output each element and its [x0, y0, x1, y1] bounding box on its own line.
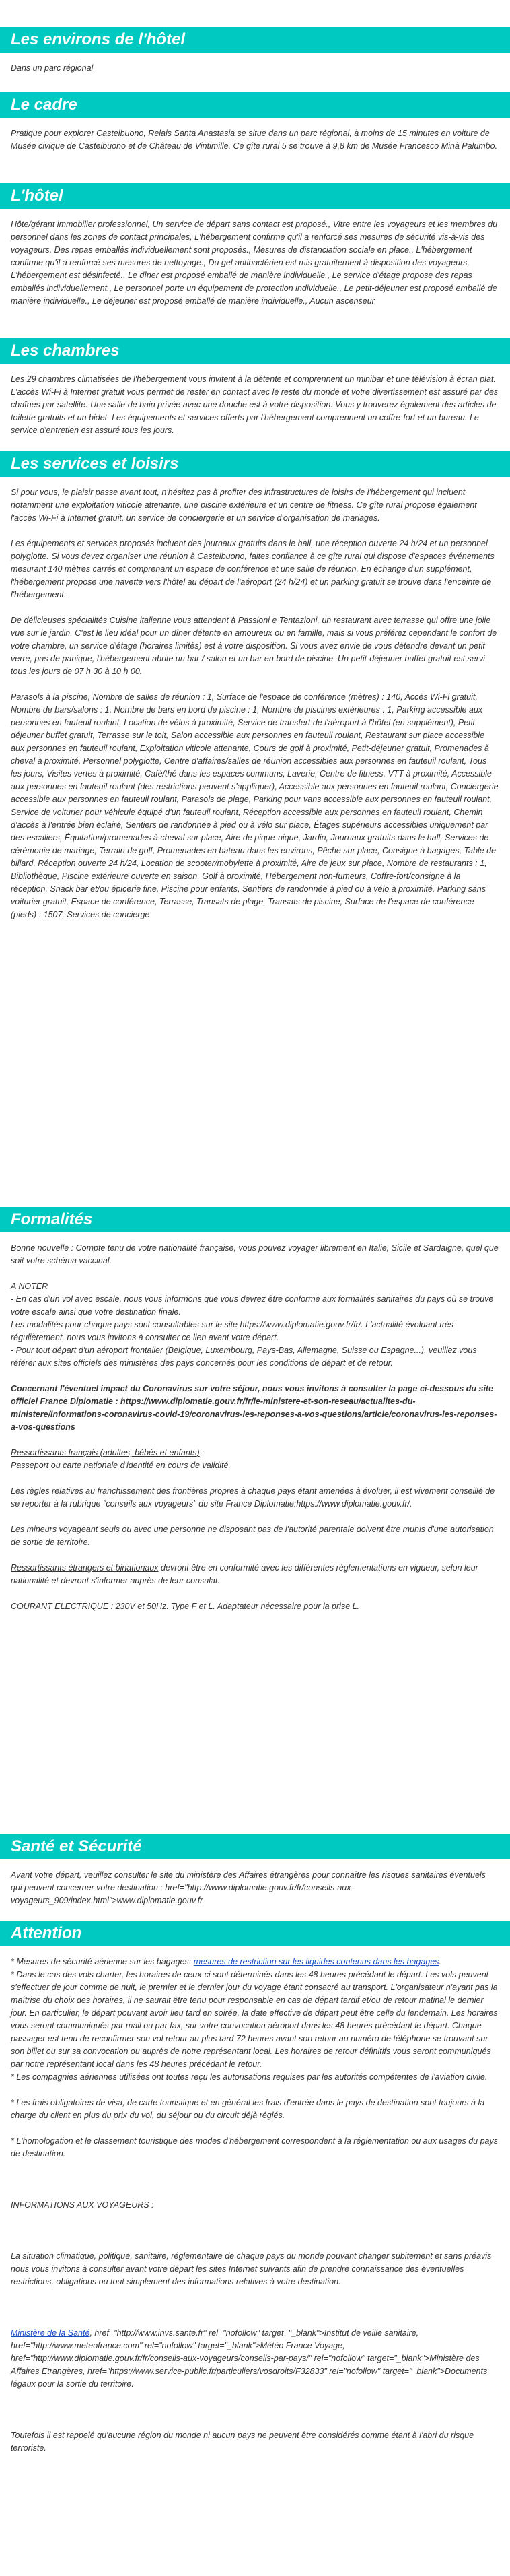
paragraph: Dans un parc régional: [11, 63, 94, 73]
paragraph-text: devront être en conformité avec les différentes réglementations en vigueur, selon leur nationalité et devront s'informer auprès de leur consulat.: [11, 1563, 478, 1585]
paragraph: Les mineurs voyageant seuls ou avec une personne ne disposant pas de l'autorité parentale doivent être munis d'une autorisation de sortie de territoire.: [11, 1525, 494, 1547]
paragraph: Hôte/gérant immobilier professionnel, Un service de départ sans contact est proposé., Vitre entre les voyageurs et les membres du personnel dans les zones de contact principales, L'hébergement confirme qu'il a renforcé ses mesures de sécurité vis-à-vis des voyageurs, Des repas emballés individuellement sont proposés., Mesures de distanciation sociale en place., L'hébergement confirme qu'il a renforcé ses mesures de nettoyage., Du gel antibactérien est mis gratuitement à disposition des voyageurs, L'hébergement est désinfecté., Le dîner est proposé emballé de manière individuelle., Le service d'étage propose des repas emballés individuellement., Le personnel porte un équipement de protection individuelle., Le petit-déjeuner est proposé emballé de manière individuelle., Le déjeuner est proposé emballé de manière individuelle., Aucun ascenseur: [11, 220, 498, 306]
paragraph: [11, 1956, 499, 2084]
paragraph: [11, 1562, 499, 1587]
section-title: Les services et loisirs: [0, 451, 510, 477]
paragraph: * Les frais obligatoires de visa, de carte touristique et en général les frais d'entrée dans le pays de destination sont toujours à la charge du client en plus du prix du vol, du séjour ou du circuit déjà réglés.: [11, 2098, 485, 2120]
section-title: Formalités: [0, 1207, 510, 1232]
paragraph: [11, 2327, 499, 2391]
paragraph: INFORMATIONS AUX VOYAGEURS :: [11, 2200, 154, 2210]
paragraph: Les équipements et services proposés incluent des journaux gratuits dans le hall, une réception ouverte 24 h/24 et un personnel polyglotte. Si vous devez organiser une réunion à Castelbuono, faites confiance à ce gîte rural qui dispose d'espaces événements mesurant 140 mètres carrés et comprenant un espace de conférence et une salle de réunion. En échange d'un supplément, l'hébergement propose une navette vers l'hôtel au départ de l'aéroport (24 h/24) et un parking gratuit se trouve dans l'enceinte de l'hébergement.: [11, 539, 495, 599]
section-title: Attention: [0, 1921, 510, 1946]
paragraph-text: * Mesures de sécurité aérienne sur les bagages:: [11, 1957, 194, 1967]
ressortissants-francais-link[interactable]: Ressortissants français (adultes, bébés et enfants): [11, 1448, 200, 1457]
section-chambres: [0, 338, 510, 437]
section-title: Les environs de l'hôtel: [0, 27, 510, 53]
ministere-sante-link[interactable]: Ministère de la Santé: [11, 2328, 90, 2338]
section-attention: [0, 1921, 510, 2455]
section-hotel: [0, 183, 510, 308]
paragraph: Toutefois il est rappelé qu'aucune région du monde ni aucun pays ne peuvent être considérés comme étant à l'abri du risque terroriste.: [11, 2431, 474, 2453]
paragraph: Bonne nouvelle : Compte tenu de votre nationalité française, vous pouvez voyager librement en Italie, Sicile et Sardaigne, quel que soit votre schéma vaccinal.: [11, 1243, 499, 1265]
paragraph: Parasols à la piscine, Nombre de salles de réunion : 1, Surface de l'espace de conférence (mètres) : 140, Accès Wi-Fi gratuit, Nombre de bars/salons : 1, Nombre de bars en bord de piscine : 1, Nombre de piscines extérieures : 1, Parking accessible aux personnes en fauteuil roulant, Location de vélos à proximité, Service de transfert de l'aéroport à l'hôtel (en supplément), Petit-déjeuner buffet gratuit, Terrasse sur le toit, Salon accessible aux personnes en fauteuil roulant, Restaurant sur place accessible aux personnes en fauteuil roulant, Exploitation viticole attenante, Cours de golf à proximité, Petit-déjeuner gratuit, Promenades à cheval à proximité, Personnel polyglotte, Centre d'affaires/salles de réunion accessibles aux personnes en fauteuil roulant, Tous les jours, Visites vertes à proximité, Café/thé dans les espaces communs, Laverie, Centre de fitness, VTT à proximité, Accessible aux personnes en fauteuil roulant (des restrictions peuvent s'appliquer), Accessible aux personnes en fauteuil roulant, Conciergerie accessible aux personnes en fauteuil roulant, Parasols de plage, Parking pour vans accessible aux personnes en fauteuil roulant, Service de voiturier pour véhicule équipé d'un fauteuil roulant, Réception accessible aux personnes en fauteuil roulant, Chemin d'accès à l'entrée bien éclairé, Sentiers de randonnée à pied ou à vélo sur place, Étages supérieurs accessibles uniquement par des escaliers, Équitation/promenades à cheval sur place, Aire de pique-nique, Jardin, Journaux gratuits dans le hall, Services de cérémonie de mariage, Terrain de golf, Promenades en bateau dans les environs, Pêche sur place, Consigne à bagages, Table de billard, Réception ouverte 24 h/24, Location de scooter/mobylette à proximité, Aire de jeux sur place, Nombre de restaurants : 1, Bibliothèque, Piscine extérieure ouverte en saison, Golf à proximité, Hébergement non-fumeurs, Coffre-fort/consigne à la réception, Snack bar et/ou épicerie fine, Piscine pour enfants, Sentiers de randonnée à pied ou à vélo à proximité, Parking sans voiturier gratuit, Espace de conférence, Terrasse, Transats de plage, Transats de piscine, Surface de l'espace de conférence (pieds) : 1507, Services de concierge: [11, 692, 499, 919]
section-formalites: [0, 1207, 510, 1613]
ressortissants-etrangers-link[interactable]: Ressortissants étrangers et binationaux: [11, 1563, 159, 1573]
paragraph: Les 29 chambres climatisées de l'hébergement vous invitent à la détente et comprennent un minibar et une télévision à écran plat. L'accès Wi-Fi à Internet gratuit vous permet de rester en contact avec le reste du monde et votre divertissement est assuré par des chaînes par satellite. Une salle de bain privée avec une douche est à votre disposition. Vous y trouverez également des articles de toilette gratuits et un bidet. Les équipements et services offerts par l'hébergement comprennent un coffre-fort et un bureau. Le service d'entretien est assuré tous les jours.: [11, 374, 499, 435]
note-heading: A NOTER: [11, 1282, 48, 1291]
section-title: Le cadre: [0, 92, 510, 118]
paragraph-text: . * Dans le cas des vols charter, les horaires de ceux-ci sont déterminés dans les 48 heures précédant le départ. Les vols peuvent s'effectuer de jour comme de nuit, le premier et le dernier jour du voyage étant consacré au transport. L'organisateur n'ayant pas la maîtrise du choix des horaires, il ne saurait être tenu pour responsable en cas de départ tardif et/ou de retour matinal le dernier jour. En particulier, le départ pouvant avoir lieu tard en soirée, la date effective de départ peut être celle du lendemain. Les horaires vous seront communiqués par mail ou par fax, sur votre convocation aéroport dans les 48 heures précédant le départ. Chaque passager est tenu de reconfirmer son vol retour au plus tard 72 heures avant son retour au numéro de téléphone se trouvant sur son billet ou sur sa convocation ou auprès de notre représentant local. Les horaires de retour définitifs vous seront communiqués par notre représentant local dans les 48 heures précédant le retour. * Les compagnies aériennes utilisées ont toutes reçu les autorisations requises par les autorités compétentes de l'aviation civile.: [11, 1957, 498, 2082]
section-services: [0, 451, 510, 921]
section-title: L'hôtel: [0, 183, 510, 209]
section-sante: [0, 1834, 510, 1907]
paragraph: COURANT ELECTRIQUE : 230V et 50Hz. Type F et L. Adaptateur nécessaire pour la prise L.: [11, 1601, 360, 1611]
paragraph: De délicieuses spécialités Cuisine italienne vous attendent à Passioni e Tentazioni, un restaurant avec terrasse qui offre une jolie vue sur le jardin. C'est le lieu idéal pour un dîner détente en amoureux ou en famille, mais si vous préférez cependant le confort de votre chambre, un service d'étage (horaires limités) est à votre disposition. Si vous avez envie de vous détendre devant un petit verre, pas de panique, l'hébergement abrite un bar / salon et un bar en bord de piscine. Un petit-déjeuner buffet gratuit est servi tous les jours de 07 h 30 à 10 h 00.: [11, 616, 497, 676]
paragraph: Les règles relatives au franchissement des frontières propres à chaque pays étant amenées à évoluer, il est vivement conseillé de se reporter à la rubrique "conseils aux voyageurs" du site France Diplomatie:https://www.diplomatie.gouv.fr/.: [11, 1486, 495, 1509]
paragraph: La situation climatique, politique, sanitaire, réglementaire de chaque pays du monde pouvant changer subitement et sans préavis nous vous invitons à consulter avant votre départ les sites Internet suivants afin de prendre connaissance des éventuelles restrictions, obligations ou tout simplement des informations relatives à votre destination.: [11, 2251, 492, 2286]
paragraph: - En cas d'un vol avec escale, nous vous informons que vous devrez être conforme aux formalités sanitaires du pays où se trouve votre escale ainsi que votre destination finale. Les modalités pour chaque pays sont consultables sur le site https://www.diplomatie.gouv.fr/fr/. L'actualité évoluant très régulièrement, nous vous invitons à consulter ce lien avant votre départ. - Pour tout départ d'un aéroport frontalier (Belgique, Luxembourg, Pays-Bas, Allemagne, Suisse ou Espagne...), veuillez vous référer aux sites officiels des ministères des pays concernés pour les conditions de départ et de retour.: [11, 1294, 494, 1368]
paragraph: Pratique pour explorer Castelbuono, Relais Santa Anastasia se situe dans un parc régional, à moins de 15 minutes en voiture de Musée civique de Castelbuono et de Château de Vintimille. Ce gîte rural 5 se trouve à 9,8 km de Musée Francesco Minà Palumbo.: [11, 129, 498, 151]
section-title: Santé et Sécurité: [0, 1834, 510, 1859]
paragraph: Si pour vous, le plaisir passe avant tout, n'hésitez pas à profiter des infrastructures de loisirs de l'hébergement qui incluent notamment une exploitation viticole attenante, une piscine extérieure et un centre de fitness. Ce gîte rural propose également l'accès Wi-Fi à Internet gratuit, un service de conciergerie et un service d'organisation de mariages.: [11, 488, 477, 523]
paragraph: Avant votre départ, veuillez consulter le site du ministère des Affaires étrangères pour connaître les risques sanitaires éventuels qui peuvent concerner votre destination : href="http://www.diplomatie.gouv.fr/fr/conseils-aux-voyageurs_909/index.html">www.diplomatie.gouv.fr: [11, 1870, 486, 1905]
label-colon: :: [199, 1448, 205, 1457]
section-environs: [0, 27, 510, 75]
paragraph: Passeport ou carte nationale d'identité en cours de validité.: [11, 1461, 231, 1470]
paragraph: * L'homologation et le classement touristique des modes d'hébergement correspondent à la réglementation ou aux usages du pays de destination.: [11, 2136, 498, 2158]
paragraph-bold: Concernant l'éventuel impact du Coronavirus sur votre séjour, nous vous invitons à consulter la page ci-dessous du site officiel France Diplomatie : https://www.diplomatie.gouv.fr/fr/le-ministere-et-son-reseau/actualites-du-ministere/informations-coronavirus-covid-19/coronavirus-les-reponses-a-vos-questions/article/coronavirus-les-reponses-a-vos-questions: [11, 1384, 497, 1432]
section-cadre: [0, 92, 510, 153]
liquids-restriction-link[interactable]: mesures de restriction sur les liquides contenus dans les bagages: [193, 1957, 439, 1967]
section-title: Les chambres: [0, 338, 510, 364]
paragraph-text: , href="http://www.invs.sante.fr" rel="nofollow" target="_blank">Institut de veille sanitaire, href="http://www.meteofrance.com" rel="nofollow" target="_blank">Météo France Voyage, href="http://www.diplomatie.gouv.fr/fr/conseils-aux-voyageurs/conseils-par-pays/" rel="nofollow" target="_blank">Ministère des Affaires Etrangères, href="https://www.service-public.fr/particuliers/vosdroits/F32833" rel="nofollow" target="_blank">Documents légaux pour la sortie du territoire.: [11, 2328, 488, 2389]
